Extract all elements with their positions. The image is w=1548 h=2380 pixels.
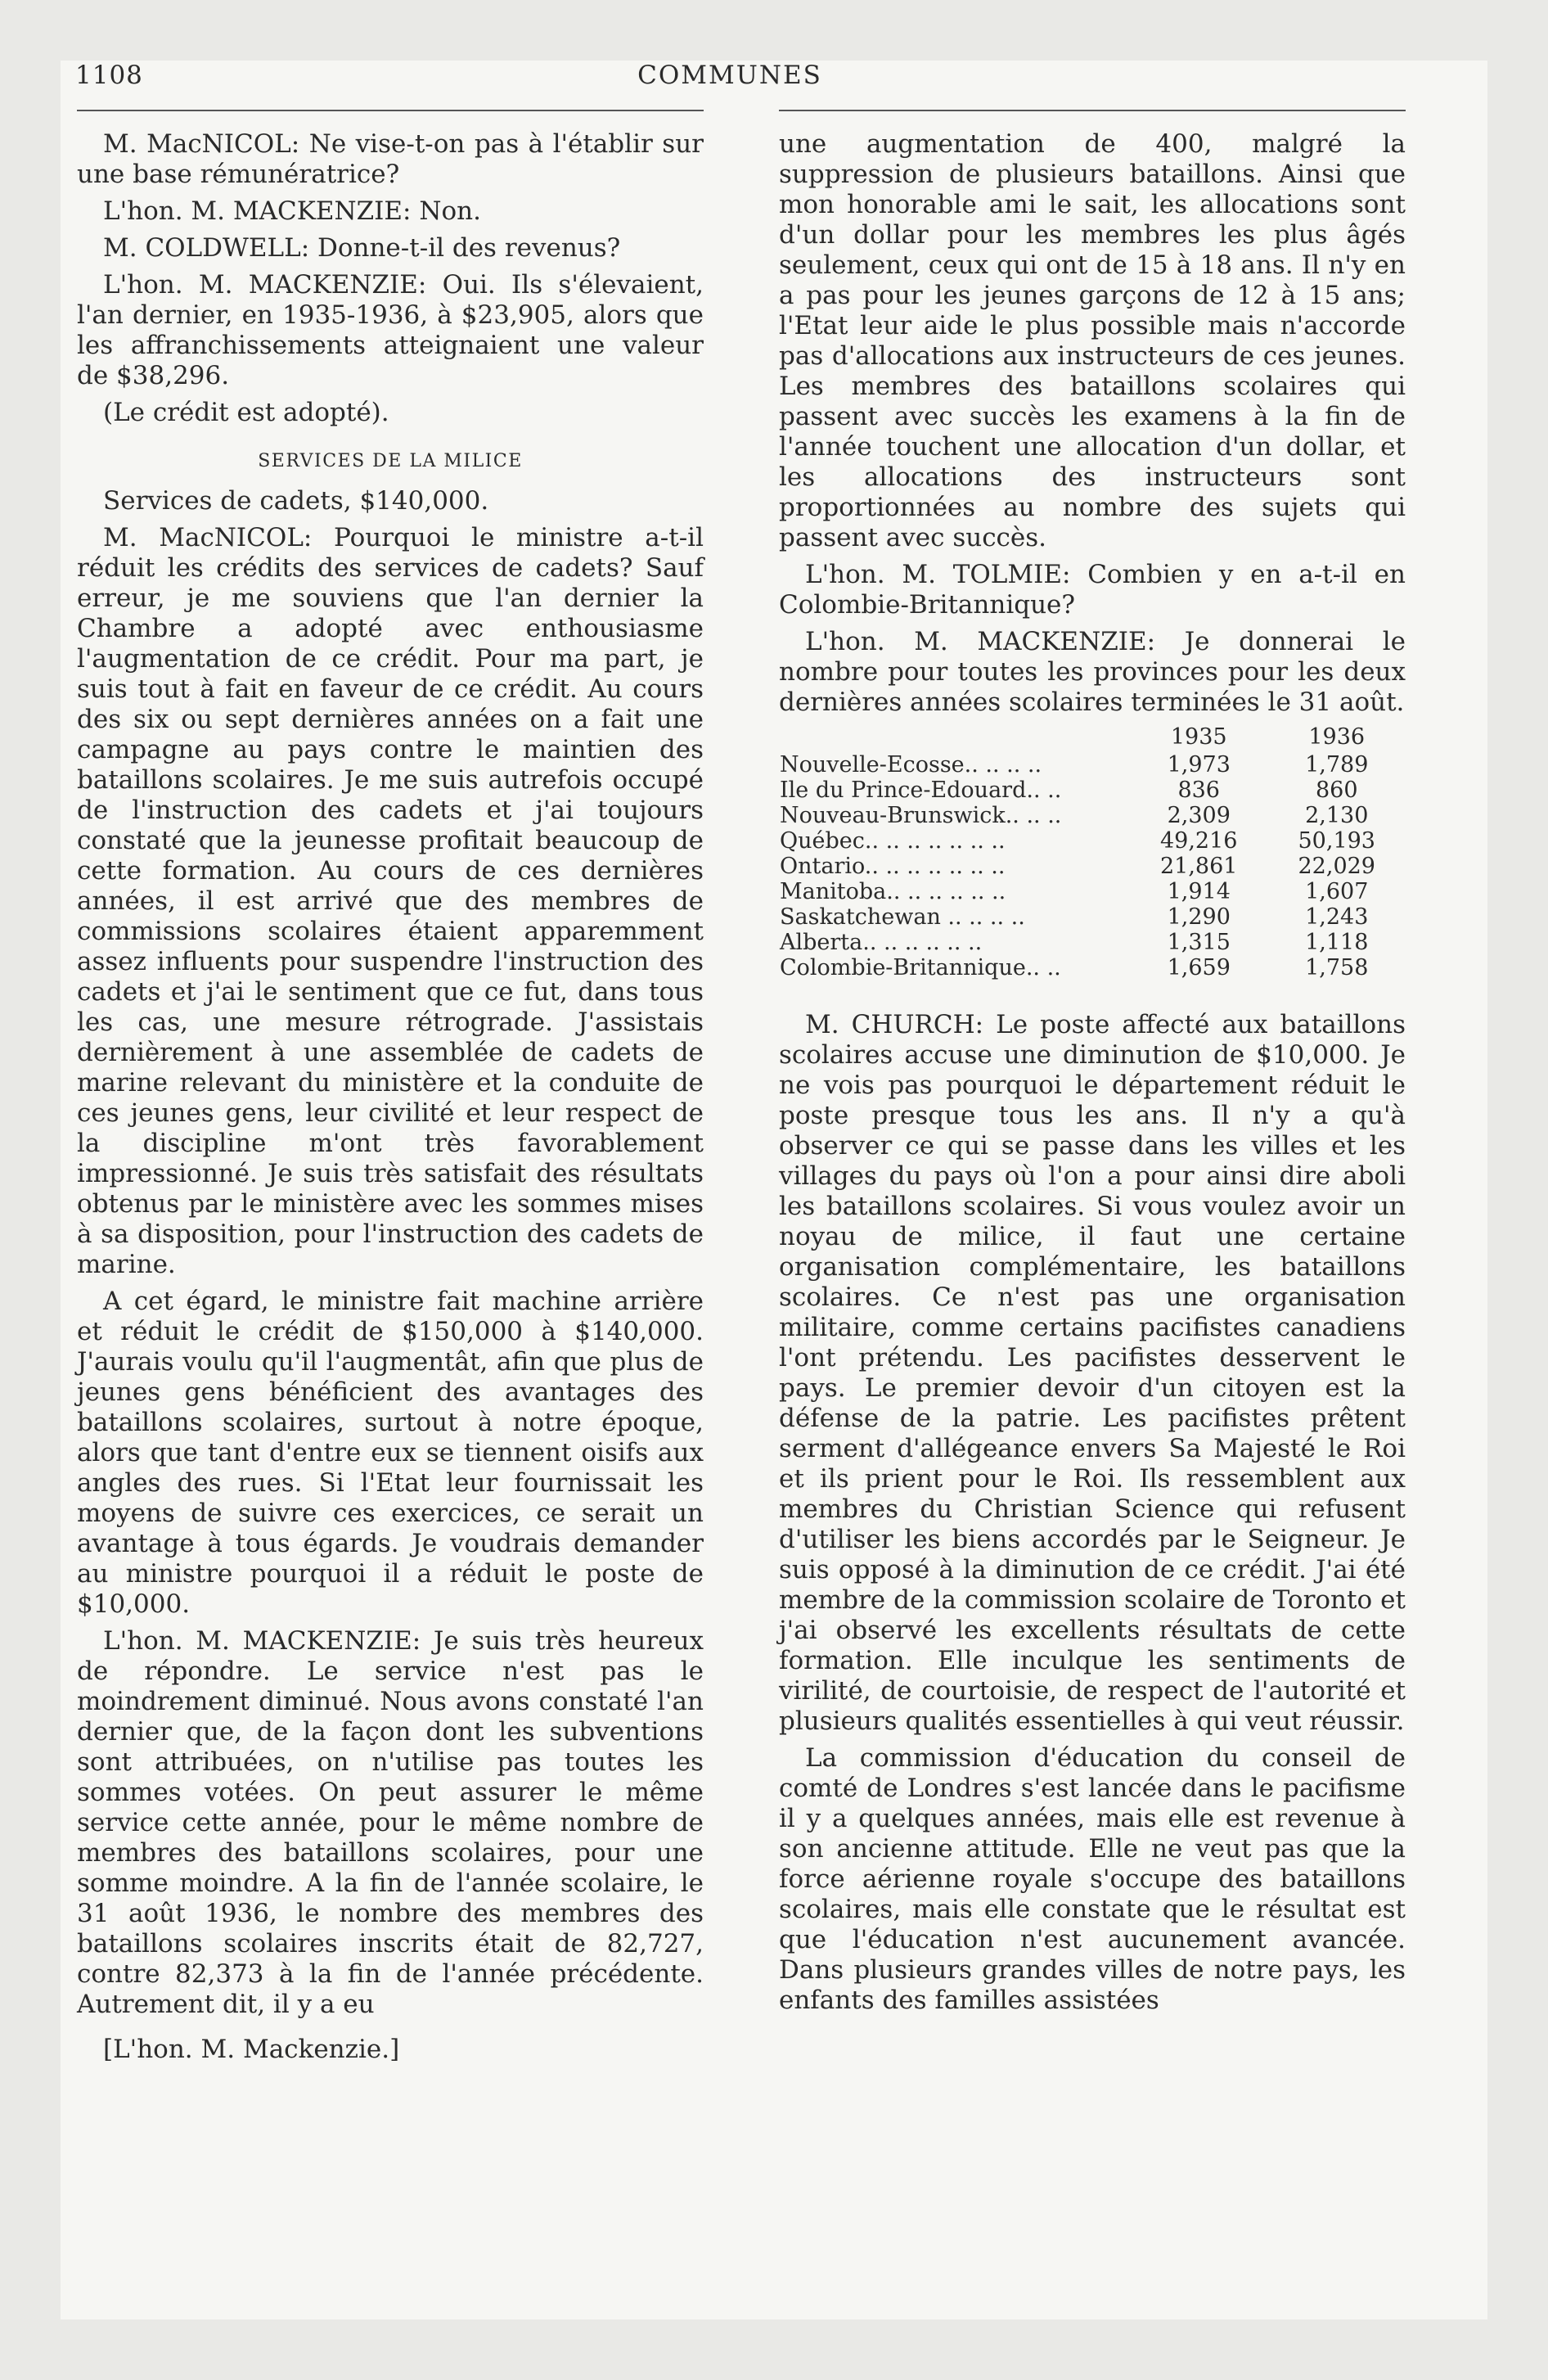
paragraph: A cet égard, le ministre fait machine arrière et réduit le crédit de $150,000 à $140,000. J'aurais voulu qu'il l'augmentât, afin que plus de jeunes gens bénéficient des avantages des bataillons scolaires, surtout à notre époque, alors que tant d'entre eux se tiennent oisifs aux angles des rues. Si l'Etat leur fournissait les moyens de suivre ces exercices, ce serait un avantage à tous égards. Je voudrais demander au ministre pourquoi il a réduit le poste de $10,000. [77,1287,704,1619]
value-1935: 1,914 [1167,879,1231,904]
value-1935: 1,659 [1167,955,1231,980]
province-cell: Nouveau-Brunswick.. .. .. [780,803,1062,828]
table-header-cell: 1936 [1308,724,1366,750]
table-row [779,879,1406,904]
paragraph: L'hon. M. MACKENZIE: Je donnerai le nombre pour toutes les provinces pour les deux dernières années scolaires terminées le 31 août. [779,627,1406,717]
table-row [779,752,1406,778]
paragraph: M. CHURCH: Le poste affecté aux bataillons scolaires accuse une diminution de $10,000. Je ne vois pas pourquoi le département réduit le poste presque tous les ans. Il n'y a qu'à observer ce qui se passe dans les villes et les villages du pays où l'on a pour ainsi dire aboli les bataillons scolaires. Si vous voulez avoir un noyau de milice, il faut une certaine organisation complémentaire, les bataillons scolaires. Ce n'est pas une organisation militaire, comme certains pacifistes canadiens l'ont prétendu. Les pacifistes desservent le pays. Le premier devoir d'un citoyen est la défense de la patrie. Les pacifistes prêtent serment d'allégeance envers Sa Majesté le Roi et ils prient pour le Roi. Ils ressemblent aux membres du Christian Science qui refusent d'utiliser les biens accordés par le Seigneur. Je suis opposé à la diminution de ce crédit. J'ai été membre de la commission scolaire de Toronto et j'ai observé les excellents résultats de cette formation. Elle inculque les sentiments de virilité, de courtoisie, de respect de l'autorité et plusieurs qualités essentielles à qui veut réussir. [779,1010,1406,1736]
province-cell: Nouvelle-Ecosse.. .. .. .. [780,752,1042,778]
value-1936: 22,029 [1298,854,1375,879]
value-1935: 21,861 [1159,854,1238,879]
value-1936: 1,789 [1305,752,1369,778]
table-row [779,803,1406,828]
table-header-row [779,724,1406,752]
page-title: COMMUNES [637,61,822,90]
table-row [779,854,1406,879]
value-1936: 1,758 [1305,955,1369,980]
header-rule-left [77,110,704,111]
cadets-table [779,724,1406,980]
province-cell: Manitoba.. .. .. .. .. .. [780,879,1006,904]
value-1936: 50,193 [1298,828,1375,854]
left-column [77,129,704,2065]
value-1935: 1,290 [1167,904,1231,930]
table-row [779,930,1406,955]
paragraph: La commission d'éducation du conseil de comté de Londres s'est lancée dans le pacifisme il y a quelques années, mais elle est revenue à son ancienne attitude. Elle ne veut pas que la force aérienne royale s'occupe des bataillons scolaires, mais elle constate que le résultat est que l'éducation n'est aucunement avancée. Dans plusieurs grandes villes de notre pays, les enfants des familles assistées [779,1743,1406,2015]
value-1935: 2,309 [1167,803,1231,828]
province-cell: Québec.. .. .. .. .. .. .. [780,828,1006,854]
paragraph: M. COLDWELL: Donne-t-il des revenus? [103,233,621,263]
value-1936: 860 [1315,778,1358,803]
paragraph: M. MacNICOL: Ne vise-t-on pas à l'établir sur une base rémunératrice? [77,129,704,189]
paragraph: M. MacNICOL: Pourquoi le ministre a-t-il réduit les crédits des services de cadets? Sauf erreur, je me souviens que l'an dernier la Chambre a adopté avec enthousiasme l'augmentation de ce crédit. Pour ma part, je suis tout à fait en faveur de ce crédit. Au cours des six ou sept dernières années on a fait une campagne au pays contre le maintien des bataillons scolaires. Je me suis autrefois occupé de l'instruction des cadets et j'ai toujours constaté que la jeunesse profitait beaucoup de cette formation. Au cours de ces dernières années, il est arrivé que des membres de commissions scolaires étaient apparemment assez influents pour suspendre l'instruction des cadets et j'ai le sentiment que ce fut, dans tous les cas, une mesure rétrograde. J'assistais dernièrement à une assemblée de cadets de marine relevant du ministère et la conduite de ces jeunes gens, leur civilité et leur respect de la discipline m'ont très favorablement impressionné. Je suis très satisfait des résultats obtenus par le ministère avec les sommes mises à sa disposition, pour l'instruction des cadets de marine. [77,523,704,1279]
province-cell: Ile du Prince-Edouard.. .. [780,778,1062,803]
vote-line: Services de cadets, $140,000. [103,486,489,516]
header-rule-right [779,110,1406,111]
value-1936: 1,243 [1305,904,1369,930]
province-cell: Alberta.. .. .. .. .. .. [780,930,983,955]
paragraph: L'hon. M. MACKENZIE: Oui. Ils s'élevaient, l'an dernier, en 1935-1936, à $23,905, alors que les affranchissements atteignaient une valeur de $38,296. [77,270,704,390]
table-header-cell: 1935 [1170,724,1227,750]
table-row [779,904,1406,930]
province-cell: Saskatchewan .. .. .. .. [780,904,1025,930]
paragraph: (Le crédit est adopté). [103,398,389,427]
paragraph: L'hon. M. TOLMIE: Combien y en a-t-il en Colombie-Britannique? [779,560,1406,620]
right-column [779,129,1406,2022]
province-cell: Ontario.. .. .. .. .. .. .. [780,854,1006,879]
paragraph: L'hon. M. MACKENZIE: Je suis très heureux de répondre. Le service n'est pas le moindrement diminué. Nous avons constaté l'an dernier que, de la façon dont les subventions sont attribuées, on n'utilise pas toutes les sommes votées. On peut assurer le même service cette année, pour le même nombre de membres des bataillons scolaires, pour une somme moindre. A la fin de l'année scolaire, le 31 août 1936, le nombre des membres des bataillons scolaires inscrits était de 82,727, contre 82,373 à la fin de l'année précédente. Autrement dit, il y a eu [77,1626,704,2019]
page-number: 1108 [75,61,143,90]
page-header [75,61,1384,110]
speaker-signature: [L'hon. M. Mackenzie.] [103,2035,400,2064]
value-1935: 836 [1177,778,1220,803]
table-row [779,955,1406,980]
value-1935: 1,973 [1167,752,1231,778]
table-row [779,778,1406,803]
province-cell: Colombie-Britannique.. .. [780,955,1061,980]
paragraph: une augmentation de 400, malgré la suppression de plusieurs bataillons. Ainsi que mon honorable ami le sait, les allocations sont d'un dollar pour les membres les plus âgés seulement, ceux qui ont de 15 à 18 ans. Il n'y en a pas pour les jeunes garçons de 12 à 15 ans; l'Etat leur aide le plus possible mais n'accorde pas d'allocations aux instructeurs de ces jeunes. Les membres des bataillons scolaires qui passent avec succès les examens à la fin de l'année touchent une allocation d'un dollar, et les allocations des instructeurs sont proportionnées au nombre des sujets qui passent avec succès. [779,129,1406,552]
table-header-cell [779,724,1130,752]
table-row [779,828,1406,854]
paragraph: L'hon. M. MACKENZIE: Non. [103,196,481,226]
value-1936: 1,118 [1305,930,1369,955]
value-1935: 49,216 [1159,828,1238,854]
value-1935: 1,315 [1167,930,1231,955]
value-1936: 1,607 [1305,879,1369,904]
value-1936: 2,130 [1305,803,1369,828]
section-heading: SERVICES DE LA MILICE [258,451,523,471]
